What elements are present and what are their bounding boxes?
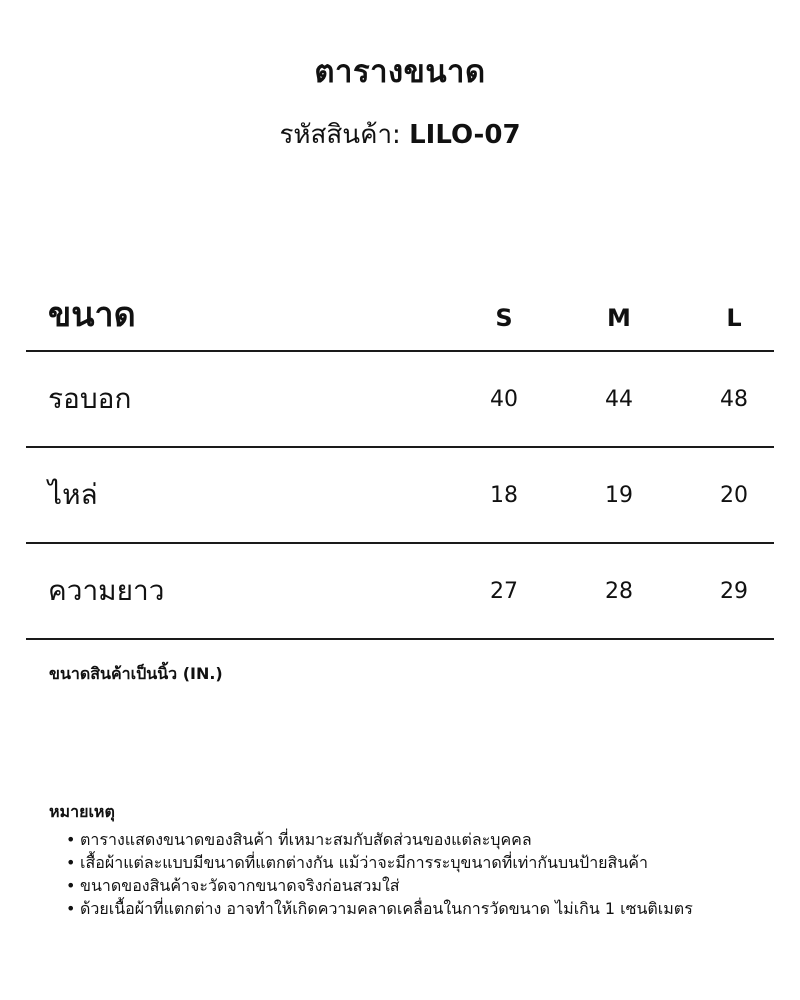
header-size-s: S	[495, 304, 513, 332]
cell-value: 20	[720, 482, 748, 508]
table-row-shoulder	[26, 448, 774, 544]
cell-value: 40	[490, 386, 518, 412]
header-size-m: M	[607, 304, 631, 332]
table-row-chest	[26, 352, 774, 448]
page-title: ตารางขนาด	[314, 54, 486, 90]
size-table-header	[26, 270, 774, 352]
cell-value: 28	[605, 578, 633, 604]
row-label: รอบอก	[48, 382, 132, 415]
list-item: • ขนาดของสินค้าจะวัดจากขนาดจริงก่อนสวมใส่	[66, 874, 693, 897]
list-item: • ด้วยเนื้อผ้าที่แตกต่าง อาจทำให้เกิดความคลาดเคลื่อนในการวัดขนาด ไม่เกิน 1 เซนติเมตร	[66, 897, 693, 920]
cell-value: 18	[490, 482, 518, 508]
product-code-line	[0, 114, 800, 155]
cell-value: 29	[720, 578, 748, 604]
size-table	[26, 270, 774, 640]
row-label: ความยาว	[48, 574, 165, 607]
cell-value: 19	[605, 482, 633, 508]
header-label: ขนาด	[48, 295, 136, 335]
cell-value: 48	[720, 386, 748, 412]
list-item: • ตารางแสดงขนาดของสินค้า ที่เหมาะสมกับสัดส่วนของแต่ละบุคคล	[66, 828, 693, 851]
header-size-l: L	[726, 304, 742, 332]
unit-note: ขนาดสินค้าเป็นนิ้ว (IN.)	[49, 664, 223, 683]
cell-value: 27	[490, 578, 518, 604]
notes-list	[66, 828, 693, 920]
row-label: ไหล่	[48, 478, 98, 511]
product-code-value: LILO-07	[409, 120, 521, 150]
notes-title: หมายเหตุ	[49, 802, 115, 821]
list-item: • เสื้อผ้าแต่ละแบบมีขนาดที่แตกต่างกัน แม้ว่าจะมีการระบุขนาดที่เท่ากันบนป้ายสินค้า	[66, 851, 693, 874]
cell-value: 44	[605, 386, 633, 412]
product-code-label: รหัสสินค้า:	[279, 120, 401, 150]
table-row-length	[26, 544, 774, 640]
